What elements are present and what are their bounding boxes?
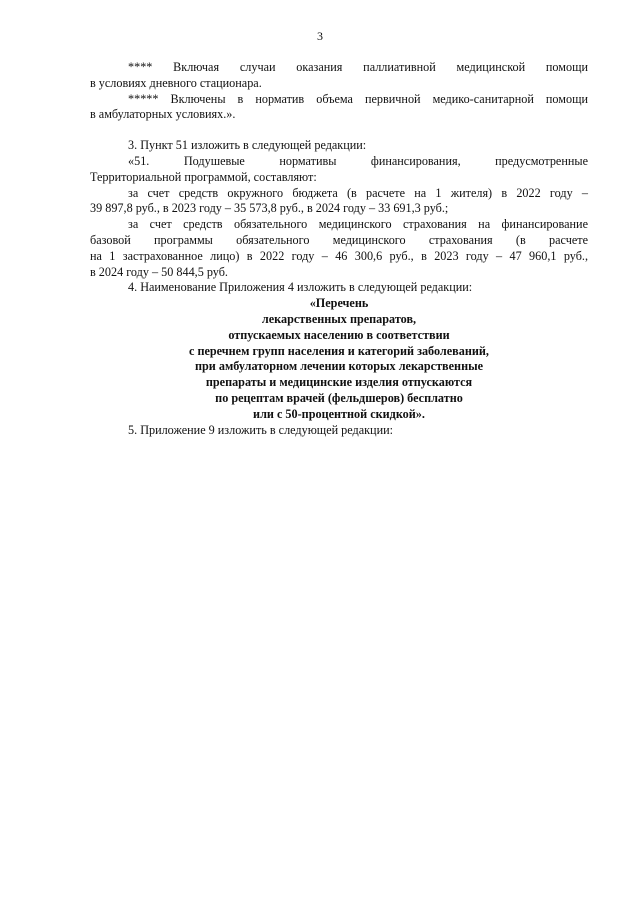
item-4-intro: 4. Наименование Приложения 4 изложить в следующей редакции: — [128, 280, 473, 295]
title-line: с перечнем групп населения и категорий заболеваний, — [189, 343, 489, 358]
item-3-para-3-line-3: на 1 застрахованное лицо) в 2022 году – 46 300,6 руб., в 2023 году – 47 960,1 руб., — [90, 248, 588, 263]
item-3-intro: 3. Пункт 51 изложить в следующей редакции: — [128, 138, 367, 153]
title-line: отпускаемых населению в соответствии — [228, 327, 450, 342]
item-3-para-2-line-2: 39 897,8 руб., в 2023 году – 35 573,8 руб., в 2024 году – 33 691,3 руб.; — [90, 201, 449, 216]
title-line: лекарственных препаратов, — [261, 311, 417, 326]
footnote-5-line-1: ***** Включены в норматив объема первичной медико-санитарной помощи — [128, 91, 588, 106]
footnote-4-line-2: в условиях дневного стационара. — [90, 75, 262, 90]
document-body — [90, 60, 588, 438]
item-3-para-3-line-4: в 2024 году – 50 844,5 руб. — [90, 264, 228, 279]
item-3-para-3-line-1: за счет средств обязательного медицинского страхования на финансирование — [128, 217, 588, 232]
item-3-para-2-line-1: за счет средств окружного бюджета (в расчете на 1 жителя) в 2022 году – — [128, 185, 588, 200]
title-line: препараты и медицинские изделия отпускаются — [205, 375, 473, 390]
title-line: «Перечень — [309, 296, 369, 311]
title-line: при амбулаторном лечении которых лекарственные — [194, 359, 484, 374]
item-5-intro: 5. Приложение 9 изложить в следующей редакции: — [128, 422, 393, 437]
item-3-para-1-line-1: «51. Подушевые нормативы финансирования, предусмотренные — [128, 153, 588, 168]
item-3-para-1-line-2: Территориальной программой, составляют: — [90, 169, 317, 184]
title-line: или с 50-процентной скидкой». — [253, 406, 425, 421]
page-number: 3 — [317, 29, 323, 43]
footnote-5-line-2: в амбулаторных условиях.». — [90, 107, 236, 122]
title-line: по рецептам врачей (фельдшеров) бесплатно — [215, 390, 463, 405]
appendix-4-title — [90, 296, 588, 422]
item-3-para-3-line-2: базовой программы обязательного медицинского страхования (в расчете — [90, 232, 588, 247]
footnote-4-line-1: **** Включая случаи оказания паллиативной медицинской помощи — [128, 60, 588, 74]
